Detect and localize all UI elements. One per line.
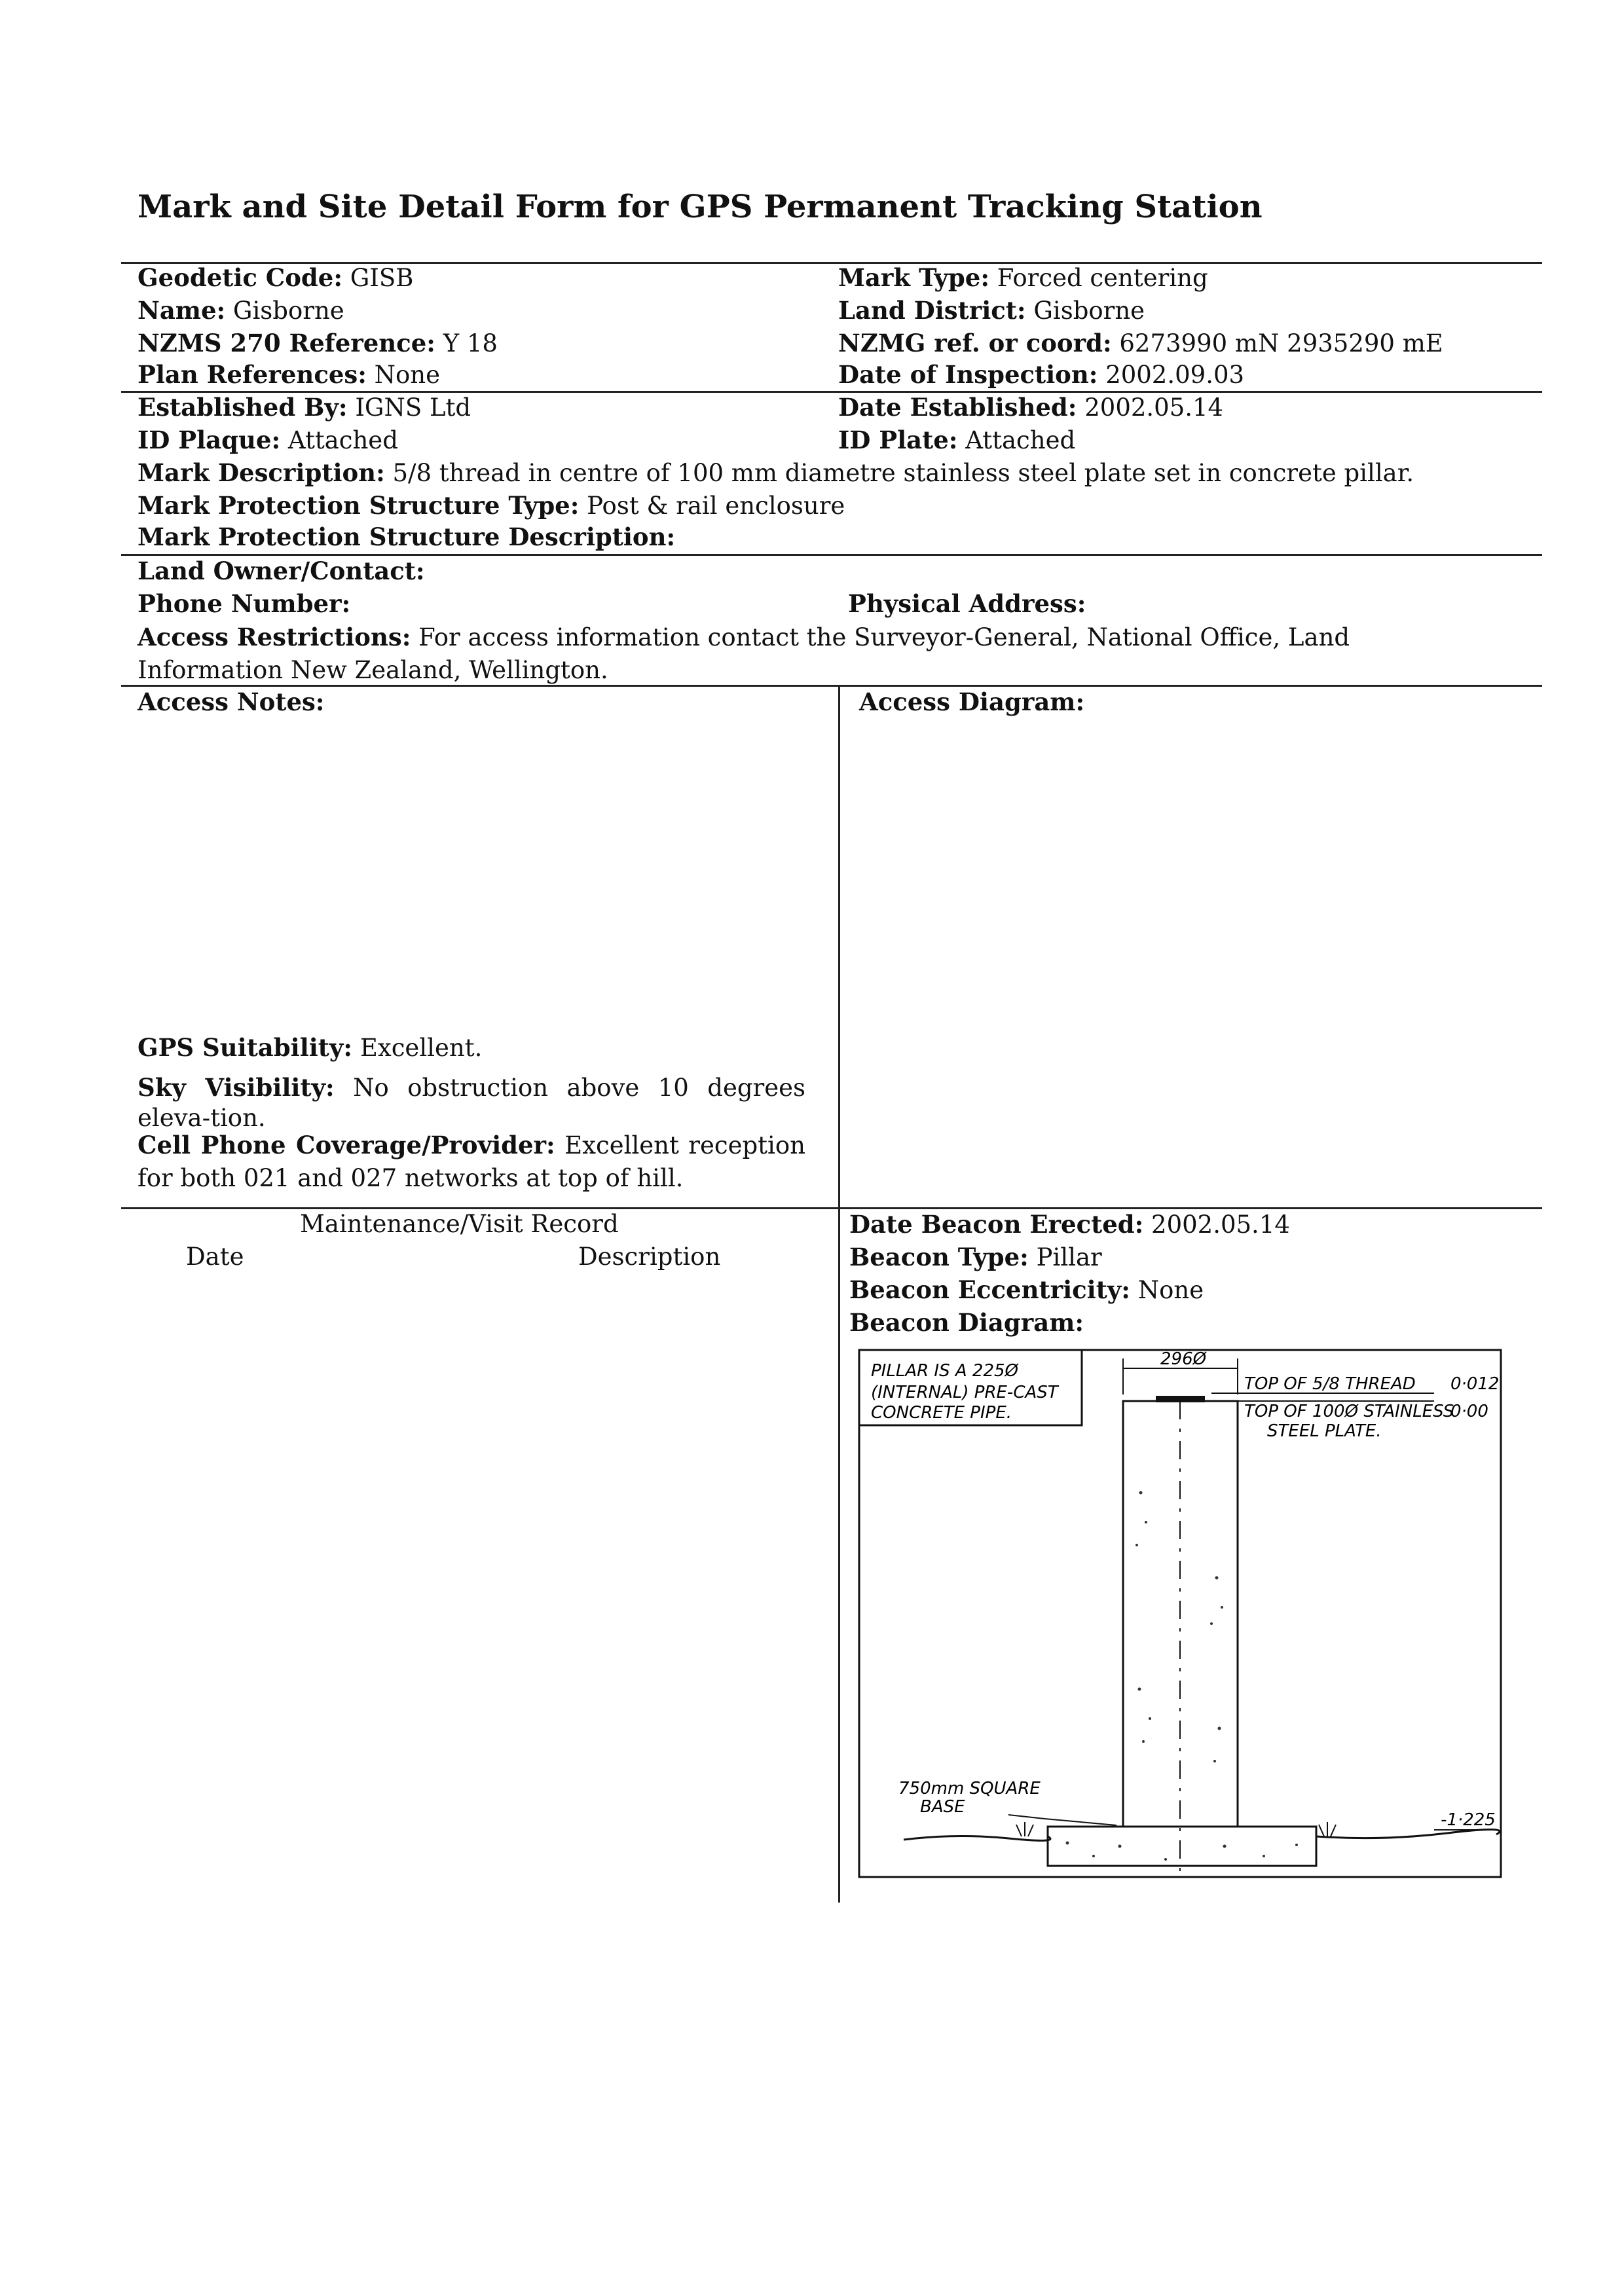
- gps-suitability: GPS Suitability: Excellent.: [138, 1033, 483, 1062]
- ground-line-right: [1316, 1829, 1500, 1838]
- phone-number: Phone Number:: [138, 589, 351, 618]
- nzms-reference: NZMS 270 Reference: Y 18: [138, 329, 498, 357]
- steel-plate: [1156, 1396, 1205, 1402]
- physical-address: Physical Address:: [848, 589, 1086, 618]
- grass-tuft-left: [1016, 1822, 1033, 1836]
- plan-references: Plan References: None: [138, 360, 441, 389]
- concrete-base: [1048, 1827, 1316, 1866]
- pillar-note-line1: PILLAR IS A 225Ø: [871, 1361, 1019, 1381]
- plate-value: 0·00: [1450, 1402, 1488, 1421]
- pillar-diameter-label: 296Ø: [1160, 1349, 1207, 1369]
- column-divider: [838, 685, 840, 1903]
- thread-value: 0·012: [1450, 1374, 1500, 1394]
- rule-maintenance: [121, 1207, 1542, 1209]
- base-speckle: [1066, 1842, 1299, 1861]
- date-beacon-erected: Date Beacon Erected: 2002.05.14: [849, 1210, 1290, 1239]
- cell-phone-coverage: Cell Phone Coverage/Provider: Excellent reception for both 021 and 027 networks at top of hill.: [138, 1131, 805, 1192]
- id-plaque: ID Plaque: Attached: [138, 426, 398, 454]
- pillar-note-line3: CONCRETE PIPE.: [871, 1403, 1012, 1423]
- beacon-diagram: [858, 1349, 1513, 1886]
- ground-level-value: -1·225: [1441, 1810, 1496, 1830]
- plate-label-line1: TOP OF 100Ø STAINLESS: [1244, 1402, 1454, 1421]
- land-district: Land District: Gisborne: [838, 296, 1145, 325]
- rule-landowner: [121, 554, 1542, 556]
- beacon-eccentricity: Beacon Eccentricity: None: [849, 1275, 1204, 1304]
- base-label-line2: BASE: [920, 1797, 965, 1817]
- base-label-line1: 750mm SQUARE: [898, 1779, 1041, 1798]
- maintenance-heading: Maintenance/Visit Record: [300, 1210, 619, 1238]
- geodetic-code: Geodetic Code: GISB: [138, 263, 414, 292]
- date-of-inspection: Date of Inspection: 2002.09.03: [838, 360, 1245, 389]
- mark-type: Mark Type: Forced centering: [838, 263, 1208, 292]
- maintenance-date-column: Date: [186, 1243, 244, 1271]
- maintenance-description-column: Description: [578, 1243, 721, 1271]
- land-owner: Land Owner/Contact:: [138, 556, 425, 585]
- date-established: Date Established: 2002.05.14: [838, 393, 1224, 422]
- access-diagram-label: Access Diagram:: [859, 687, 1085, 716]
- site-name: Name: Gisborne: [138, 296, 344, 325]
- mark-description: Mark Description: 5/8 thread in centre of 100 mm diametre stainless steel plate set in concrete pillar.: [138, 458, 1414, 487]
- plate-label-line2: STEEL PLATE.: [1267, 1421, 1382, 1441]
- access-notes-label: Access Notes:: [138, 687, 325, 716]
- pillar-note-line2: (INTERNAL) PRE-CAST: [871, 1383, 1058, 1402]
- id-plate: ID Plate: Attached: [838, 426, 1076, 454]
- established-by: Established By: IGNS Ltd: [138, 393, 471, 422]
- access-restrictions: Access Restrictions: For access information contact the Surveyor-General, National Office, Land Information New Zealand, Wellington.: [138, 623, 1350, 684]
- protection-structure-description: Mark Protection Structure Description:: [138, 522, 676, 551]
- grass-tuft-right: [1319, 1822, 1336, 1836]
- page-title: Mark and Site Detail Form for GPS Permanent Tracking Station: [138, 189, 1263, 225]
- sky-visibility: Sky Visibility: No obstruction above 10 degrees eleva-tion.: [138, 1073, 806, 1132]
- ground-line-left: [904, 1836, 1050, 1840]
- protection-structure-type: Mark Protection Structure Type: Post & rail enclosure: [138, 491, 845, 520]
- nzmg-reference: NZMG ref. or coord: 6273990 mN 2935290 mE: [838, 329, 1443, 357]
- beacon-type: Beacon Type: Pillar: [849, 1243, 1102, 1271]
- beacon-diagram-label: Beacon Diagram:: [849, 1308, 1084, 1337]
- thread-label: TOP OF 5/8 THREAD: [1244, 1374, 1416, 1394]
